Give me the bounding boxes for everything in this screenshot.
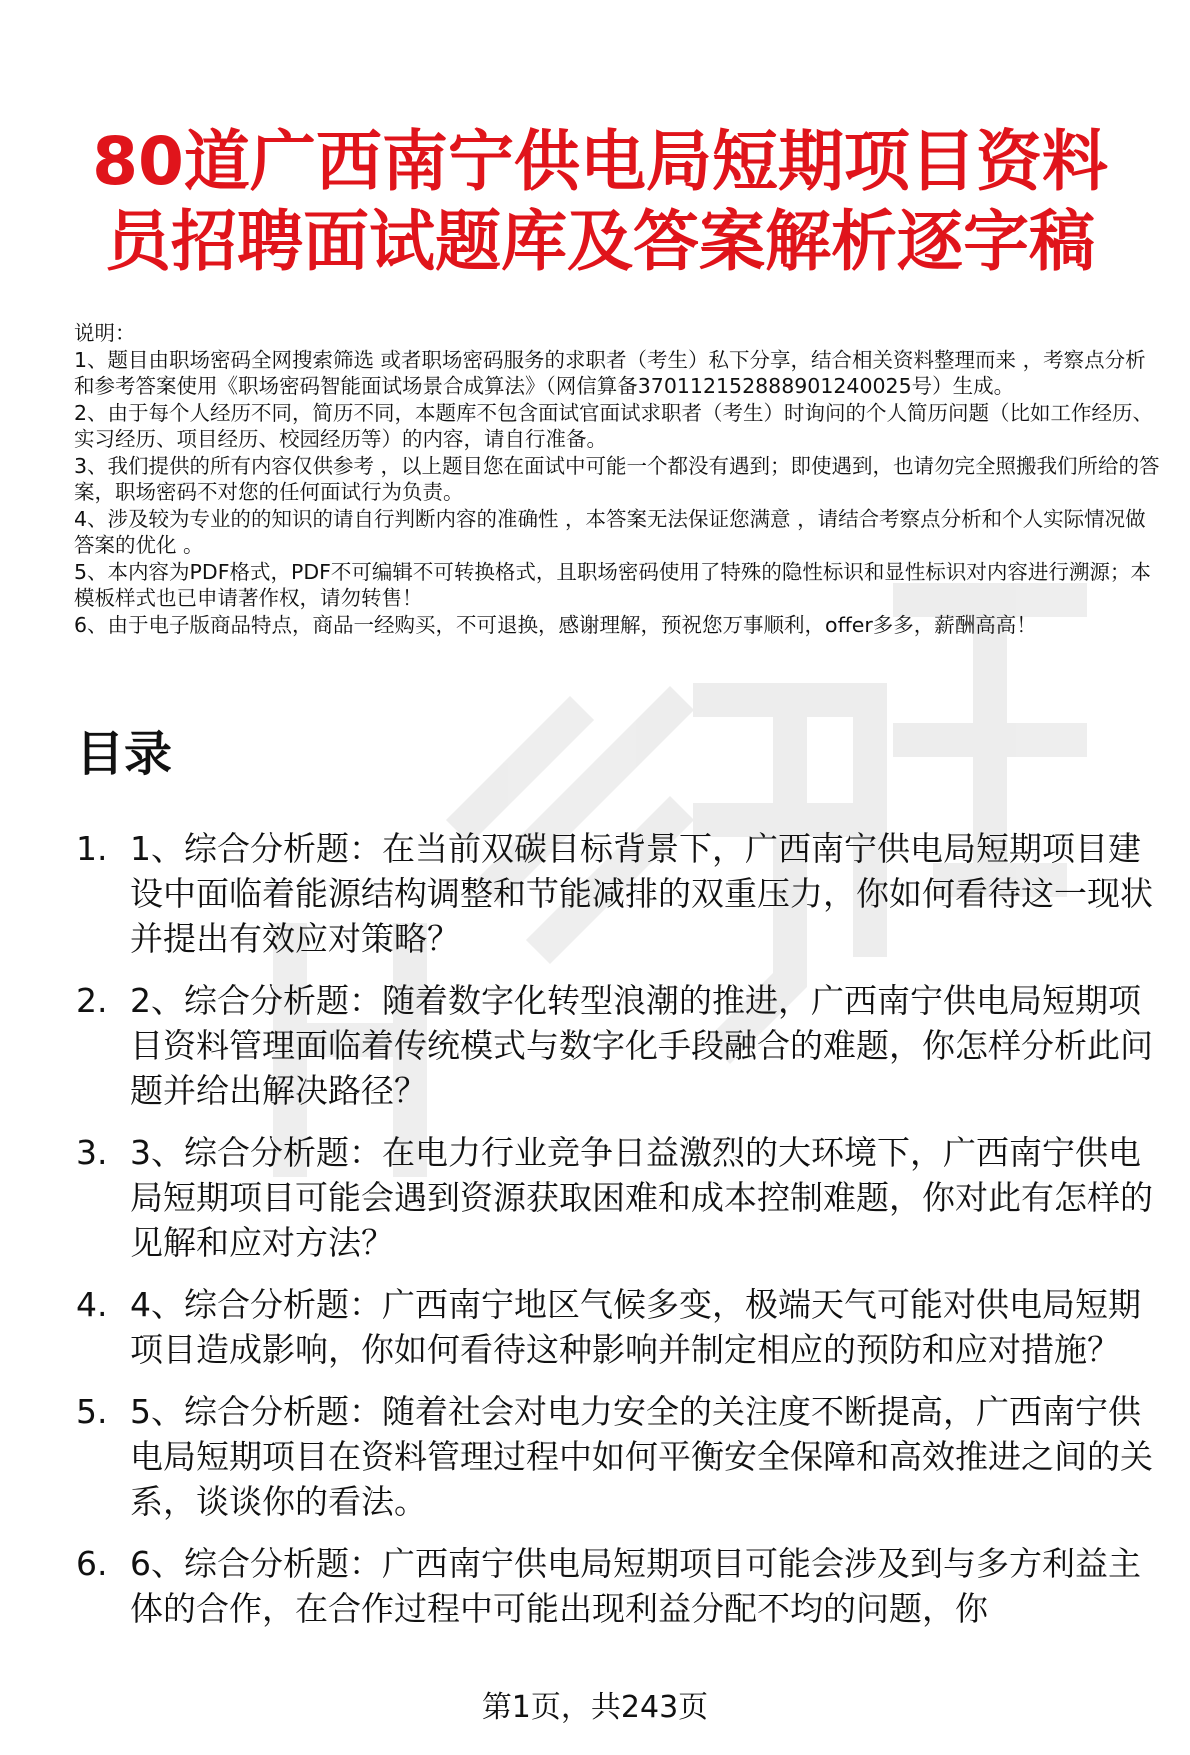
toc-item-text: 4、综合分析题：广西南宁地区气候多变，极端天气可能对供电局短期项目造成影响，你如何看待这种影响并制定相应的预防和应对措施？ xyxy=(130,1285,1141,1369)
toc-item-number: 5. xyxy=(76,1392,108,1431)
title-line-2: 员招聘面试题库及答案解析逐字稿 xyxy=(105,203,1095,280)
toc-item-text: 1、综合分析题：在当前双碳目标背景下，广西南宁供电局短期项目建设中面临着能源结构调整和节能减排的双重压力，你如何看待这一现状并提出有效应对策略？ xyxy=(130,829,1153,958)
instruction-item: 1、题目由职场密码全网搜索筛选 或者职场密码服务的求职者（考生）私下分享，结合相关资料整理而来 ，考察点分析和参考答案使用《职场密码智能面试场景合成算法》（网信算备370112152888901240025号）生成。 xyxy=(74,347,1146,398)
title-line-1: 80道广西南宁供电局短期项目资料 xyxy=(92,123,1108,200)
instructions-block xyxy=(74,320,1164,638)
instruction-item: 3、我们提供的所有内容仅供参考 ，以上题目您在面试中可能一个都没有遇到；即使遇到，也请勿完全照搬我们所给的答案，职场密码不对您的任何面试行为负责。 xyxy=(74,453,1160,504)
toc-item-number: 6. xyxy=(76,1544,108,1583)
toc-item-number: 1. xyxy=(76,829,108,868)
toc-item-text: 2、综合分析题：随着数字化转型浪潮的推进，广西南宁供电局短期项目资料管理面临着传统模式与数字化手段融合的难题，你怎样分析此问题并给出解决路径？ xyxy=(130,981,1153,1110)
toc-item-text: 6、综合分析题：广西南宁供电局短期项目可能会涉及到与多方利益主体的合作，在合作过程中可能出现利益分配不均的问题，你 xyxy=(130,1544,1141,1628)
toc-item[interactable] xyxy=(76,1282,1168,1372)
instructions-heading: 说明： xyxy=(74,321,136,345)
toc-item-number: 4. xyxy=(76,1285,108,1324)
toc-item[interactable] xyxy=(76,1389,1168,1524)
page-number: 第1页，共243页 xyxy=(481,1690,709,1725)
instruction-item: 4、涉及较为专业的的知识的请自行判断内容的准确性 ，本答案无法保证您满意 ，请结合考察点分析和个人实际情况做答案的优化 。 xyxy=(74,506,1146,557)
toc-heading: 目录 xyxy=(76,726,173,782)
toc-item-text: 3、综合分析题：在电力行业竞争日益激烈的大环境下，广西南宁供电局短期项目可能会遇到资源获取困难和成本控制难题，你对此有怎样的见解和应对方法？ xyxy=(130,1133,1153,1262)
toc-item[interactable] xyxy=(76,978,1168,1113)
instruction-item: 5、本内容为PDF格式，PDF不可编辑不可转换格式，且职场密码使用了特殊的隐性标识和显性标识对内容进行溯源；本模板样式也已申请著作权，请勿转售！ xyxy=(74,559,1151,610)
toc-item-text: 5、综合分析题：随着社会对电力安全的关注度不断提高，广西南宁供电局短期项目在资料管理过程中如何平衡安全保障和高效推进之间的关系，谈谈你的看法。 xyxy=(130,1392,1153,1521)
toc-item-number: 2. xyxy=(76,981,108,1020)
toc-item-number: 3. xyxy=(76,1133,108,1172)
document-title xyxy=(60,122,1140,282)
toc-item[interactable] xyxy=(76,1130,1168,1265)
toc-item[interactable] xyxy=(76,826,1168,961)
instruction-item: 2、由于每个人经历不同，简历不同，本题库不包含面试官面试求职者（考生）时询问的个人简历问题（比如工作经历、实习经历、项目经历、校园经历等）的内容，请自行准备。 xyxy=(74,400,1154,451)
table-of-contents xyxy=(76,826,1168,1648)
instruction-item: 6、由于电子版商品特点，商品一经购买，不可退换，感谢理解，预祝您万事顺利，offer多多，薪酬高高！ xyxy=(74,612,1037,637)
toc-item[interactable] xyxy=(76,1541,1168,1631)
